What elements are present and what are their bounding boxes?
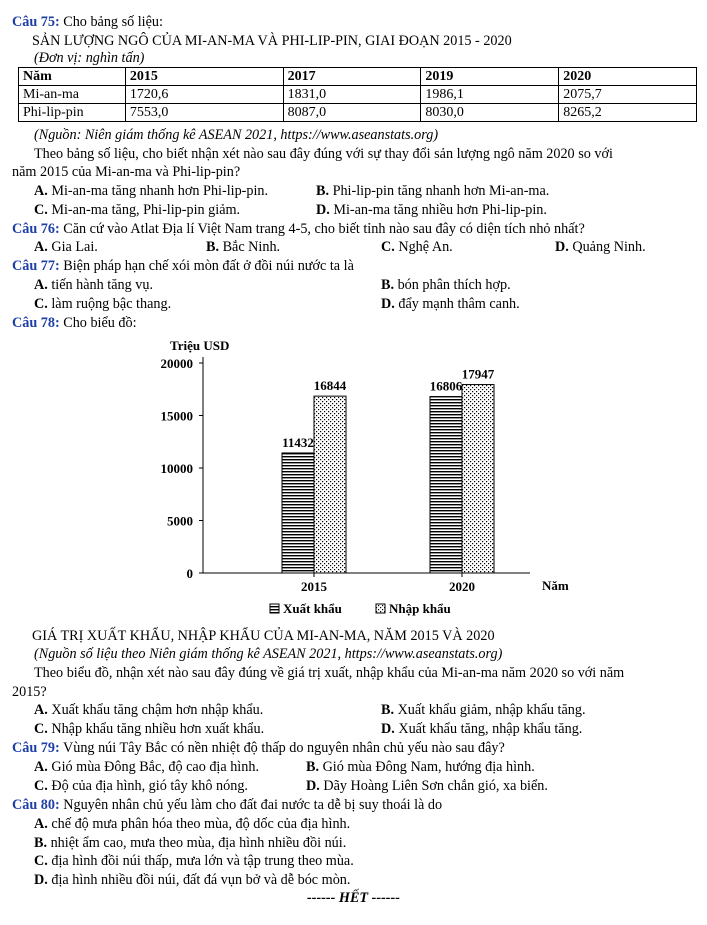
option-label: B. bbox=[316, 183, 330, 199]
bar-value-label: 11432 bbox=[282, 434, 314, 450]
option-text: Gió mùa Đông Bắc, độ cao địa hình. bbox=[51, 759, 259, 775]
legend-swatch bbox=[270, 604, 279, 613]
x-tick-label: 2020 bbox=[449, 579, 475, 594]
q75-question-line1: Theo bảng số liệu, cho biết nhận xét nào sau đây đúng với sự thay đổi sản lượng ngô năm 2020 so với bbox=[34, 146, 613, 162]
option-text: đẩy mạnh thâm canh. bbox=[398, 296, 520, 312]
table-header-cell: 2017 bbox=[283, 68, 421, 86]
option-text: Dãy Hoàng Liên Sơn chắn gió, xa biển. bbox=[323, 778, 548, 794]
option-text: địa hình nhiều đồi núi, đất đá vụn bở và dễ bóc mòn. bbox=[51, 872, 351, 888]
legend-label: Nhập khẩu bbox=[389, 601, 451, 616]
option-text: Độ của địa hình, gió tây khô nóng. bbox=[51, 778, 248, 794]
y-tick-label: 15000 bbox=[160, 408, 193, 424]
option-text: Bắc Ninh. bbox=[222, 239, 281, 255]
table-cell: 1720,6 bbox=[125, 86, 283, 104]
q80-heading bbox=[12, 797, 442, 814]
q80-option-d[interactable] bbox=[34, 872, 350, 889]
end-marker: ------ HẾT ------ bbox=[307, 890, 400, 906]
bar-export-2015 bbox=[282, 453, 314, 573]
option-label: A. bbox=[34, 277, 48, 293]
option-text: tiến hành tăng vụ. bbox=[51, 277, 153, 293]
q75-option-a[interactable] bbox=[34, 183, 268, 200]
q75-heading bbox=[12, 14, 163, 31]
option-text: Mi-an-ma tăng nhanh hơn Phi-lip-pin. bbox=[51, 183, 269, 199]
option-label: A. bbox=[34, 759, 48, 775]
option-label: A. bbox=[34, 239, 48, 255]
y-axis-label: Triệu USD bbox=[170, 338, 230, 353]
q79-text: Vùng núi Tây Bắc có nền nhiệt độ thấp do nguyên nhân chủ yếu nào sau đây? bbox=[63, 740, 505, 756]
q78-intro: Cho biểu đồ: bbox=[63, 315, 137, 331]
bar-value-label: 16806 bbox=[429, 378, 463, 394]
table-cell: 7553,0 bbox=[125, 104, 283, 122]
q77-option-c[interactable] bbox=[34, 296, 171, 313]
table-header-cell: 2015 bbox=[125, 68, 283, 86]
table-cell: 1831,0 bbox=[283, 86, 421, 104]
q76-option-d[interactable] bbox=[555, 239, 646, 256]
table-cell: 1986,1 bbox=[421, 86, 559, 104]
option-text: làm ruộng bậc thang. bbox=[51, 296, 172, 312]
option-label: B. bbox=[381, 277, 395, 293]
option-label: D. bbox=[381, 296, 395, 312]
option-text: chế độ mưa phân hóa theo mùa, độ dốc của địa hình. bbox=[51, 816, 351, 832]
export-import-bar-chart bbox=[130, 333, 590, 623]
option-label: B. bbox=[381, 702, 395, 718]
y-tick-label: 20000 bbox=[160, 356, 193, 371]
table-cell: Phi-lip-pin bbox=[19, 104, 126, 122]
y-tick-label: 0 bbox=[186, 566, 193, 581]
option-label: B. bbox=[206, 239, 220, 255]
option-label: C. bbox=[34, 778, 48, 794]
q80-option-c[interactable] bbox=[34, 853, 354, 870]
bar-value-label: 17947 bbox=[461, 366, 495, 382]
q75-data-table bbox=[18, 67, 697, 122]
option-label: C. bbox=[34, 296, 48, 312]
q75-number: Câu 75: bbox=[12, 14, 60, 30]
q78-heading bbox=[12, 315, 137, 332]
option-label: C. bbox=[381, 239, 395, 255]
q80-text: Nguyên nhân chủ yếu làm cho đất đai nước ta dễ bị suy thoái là do bbox=[63, 797, 443, 813]
bar-import-2020 bbox=[462, 385, 494, 573]
q76-option-c[interactable] bbox=[381, 239, 453, 256]
q80-option-b[interactable] bbox=[34, 835, 346, 852]
q78-option-b[interactable] bbox=[381, 702, 586, 719]
q77-text: Biện pháp hạn chế xói mòn đất ở đồi núi nước ta là bbox=[63, 258, 354, 274]
table-header-cell: Năm bbox=[19, 68, 126, 86]
option-text: Phi-lip-pin tăng nhanh hơn Mi-an-ma. bbox=[332, 183, 550, 199]
option-label: A. bbox=[34, 183, 48, 199]
option-text: Xuất khẩu tăng chậm hơn nhập khẩu. bbox=[51, 702, 264, 718]
q78-option-d[interactable] bbox=[381, 721, 582, 738]
q79-heading bbox=[12, 740, 505, 757]
option-label: D. bbox=[316, 202, 330, 218]
q75-option-b[interactable] bbox=[316, 183, 549, 200]
x-tick-label: 2015 bbox=[301, 579, 327, 594]
option-text: Quảng Ninh. bbox=[572, 239, 646, 255]
q77-option-d[interactable] bbox=[381, 296, 520, 313]
option-text: Xuất khẩu tăng, nhập khẩu tăng. bbox=[398, 721, 583, 737]
option-label: C. bbox=[34, 853, 48, 869]
table-header-row bbox=[19, 68, 697, 86]
q80-option-a[interactable] bbox=[34, 816, 350, 833]
bar-import-2015 bbox=[314, 396, 346, 573]
q78-number: Câu 78: bbox=[12, 315, 60, 331]
q78-source: (Nguồn số liệu theo Niên giám thống kê ASEAN 2021, https://www.aseanstats.org) bbox=[34, 646, 503, 662]
q77-number: Câu 77: bbox=[12, 258, 60, 274]
q75-option-d[interactable] bbox=[316, 202, 547, 219]
table-cell: 8265,2 bbox=[559, 104, 697, 122]
option-label: A. bbox=[34, 702, 48, 718]
option-text: Gia Lai. bbox=[51, 239, 98, 255]
option-label: D. bbox=[306, 778, 320, 794]
q75-option-c[interactable] bbox=[34, 202, 240, 219]
legend-label: Xuất khẩu bbox=[283, 601, 342, 616]
q77-option-a[interactable] bbox=[34, 277, 153, 294]
option-label: B. bbox=[34, 835, 48, 851]
y-tick-label: 10000 bbox=[160, 461, 193, 476]
option-label: A. bbox=[34, 816, 48, 832]
legend-swatch bbox=[376, 604, 385, 613]
option-label: D. bbox=[555, 239, 569, 255]
q80-number: Câu 80: bbox=[12, 797, 60, 813]
option-label: B. bbox=[306, 759, 320, 775]
option-label: D. bbox=[34, 872, 48, 888]
q79-option-c[interactable] bbox=[34, 778, 248, 795]
table-header-cell: 2019 bbox=[421, 68, 559, 86]
q76-option-b[interactable] bbox=[206, 239, 280, 256]
bar-export-2020 bbox=[430, 397, 462, 573]
option-label: D. bbox=[381, 721, 395, 737]
table-cell: Mi-an-ma bbox=[19, 86, 126, 104]
q78-question-line1: Theo biểu đồ, nhận xét nào sau đây đúng về giá trị xuất, nhập khẩu của Mi-an-ma năm 2020 so với năm bbox=[34, 665, 625, 681]
option-text: Mi-an-ma tăng nhiều hơn Phi-lip-pin. bbox=[333, 202, 547, 218]
bar-value-label: 16844 bbox=[313, 378, 347, 394]
table-cell: 8030,0 bbox=[421, 104, 559, 122]
q78-option-a[interactable] bbox=[34, 702, 263, 719]
table-cell: 8087,0 bbox=[283, 104, 421, 122]
q77-heading bbox=[12, 258, 354, 275]
table-cell: 2075,7 bbox=[559, 86, 697, 104]
option-text: Nghệ An. bbox=[398, 239, 453, 255]
q75-source: (Nguồn: Niên giám thống kê ASEAN 2021, https://www.aseanstats.org) bbox=[34, 127, 439, 143]
option-text: Xuất khẩu giảm, nhập khẩu tăng. bbox=[397, 702, 586, 718]
option-text: Mi-an-ma tăng, Phi-lip-pin giảm. bbox=[51, 202, 241, 218]
q79-number: Câu 79: bbox=[12, 740, 60, 756]
q76-text: Căn cứ vào Atlat Địa lí Việt Nam trang 4-5, cho biết tỉnh nào sau đây có diện tích nhỏ nhất? bbox=[63, 221, 585, 237]
q79-option-a[interactable] bbox=[34, 759, 259, 776]
table-row bbox=[19, 86, 697, 104]
q78-option-c[interactable] bbox=[34, 721, 264, 738]
q75-intro: Cho bảng số liệu: bbox=[63, 14, 163, 30]
q76-option-a[interactable] bbox=[34, 239, 98, 256]
q79-option-b[interactable] bbox=[306, 759, 535, 776]
q78-question-line2: 2015? bbox=[12, 684, 47, 700]
option-text: bón phân thích hợp. bbox=[397, 277, 511, 293]
option-label: C. bbox=[34, 721, 48, 737]
table-header-cell: 2020 bbox=[559, 68, 697, 86]
q75-unit: (Đơn vị: nghìn tấn) bbox=[34, 50, 145, 66]
y-tick-label: 5000 bbox=[167, 513, 193, 529]
option-text: nhiệt ẩm cao, mưa theo mùa, địa hình nhiều đồi núi. bbox=[50, 835, 347, 851]
q77-option-b[interactable] bbox=[381, 277, 511, 294]
q75-question-line2: năm 2015 của Mi-an-ma và Phi-lip-pin? bbox=[12, 164, 241, 180]
table-row bbox=[19, 104, 697, 122]
q79-option-d[interactable] bbox=[306, 778, 548, 795]
q78-chart-title: GIÁ TRỊ XUẤT KHẨU, NHẬP KHẨU CỦA MI-AN-MA, NĂM 2015 VÀ 2020 bbox=[32, 628, 495, 644]
x-axis-label: Năm bbox=[542, 578, 569, 593]
option-text: Gió mùa Đông Nam, hướng địa hình. bbox=[322, 759, 535, 775]
option-text: địa hình đồi núi thấp, mưa lớn và tập trung theo mùa. bbox=[51, 853, 354, 869]
q75-table-title: SẢN LƯỢNG NGÔ CỦA MI-AN-MA VÀ PHI-LIP-PIN, GIAI ĐOẠN 2015 - 2020 bbox=[32, 33, 512, 49]
q76-heading bbox=[12, 221, 585, 238]
option-label: C. bbox=[34, 202, 48, 218]
q76-number: Câu 76: bbox=[12, 221, 60, 237]
option-text: Nhập khẩu tăng nhiều hơn xuất khẩu. bbox=[51, 721, 265, 737]
